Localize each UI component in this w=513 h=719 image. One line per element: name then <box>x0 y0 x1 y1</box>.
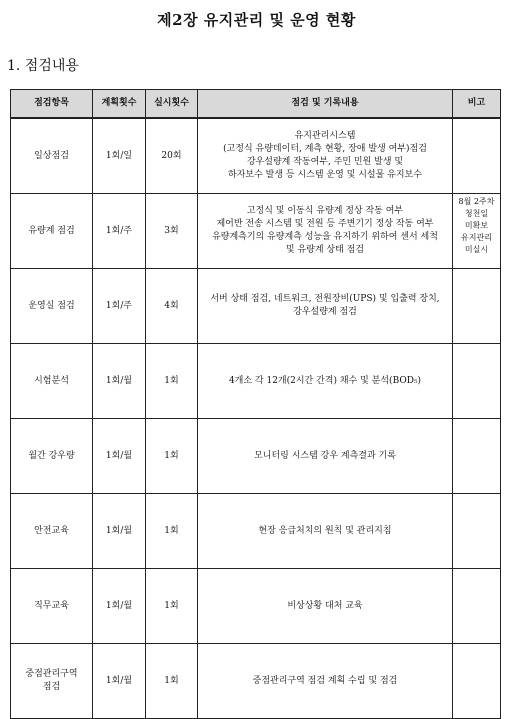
cell-content: 모니터링 시스템 강우 계측결과 기록 <box>198 419 453 494</box>
cell-note <box>453 494 501 569</box>
cell-planned: 1회/월 <box>93 569 146 644</box>
cell-note <box>453 269 501 344</box>
cell-item: 직무교육 <box>11 569 93 644</box>
table-row <box>11 269 501 344</box>
cell-note <box>453 419 501 494</box>
cell-planned: 1회/주 <box>93 194 146 269</box>
cell-planned: 1회/월 <box>93 419 146 494</box>
cell-note: 8월 2주차 청천일 미확보 유지관리 미실시 <box>453 194 501 269</box>
cell-content: 현장 응급처치의 원칙 및 관리지침 <box>198 494 453 569</box>
cell-item: 중점관리구역 점검 <box>11 644 93 719</box>
cell-content: 유지관리시스템 (고정식 유량데이터, 계측 현황, 장애 발생 여부)점검 강우설량계 작동여부, 주민 민원 발생 및 하자보수 발생 등 시스템 운영 및 시설물 유지보수 <box>198 118 453 194</box>
cell-planned: 1회/주 <box>93 269 146 344</box>
cell-done: 1회 <box>146 419 198 494</box>
section-heading: 1. 점검내용 <box>7 58 79 74</box>
header-note: 비고 <box>453 90 501 119</box>
cell-done: 4회 <box>146 269 198 344</box>
inspection-table <box>10 89 501 719</box>
cell-content: 중점관리구역 점검 계획 수립 및 점검 <box>198 644 453 719</box>
page-title: 제2장 유지관리 및 운영 현황 <box>157 11 356 29</box>
cell-item: 월간 강우량 <box>11 419 93 494</box>
cell-item: 시험분석 <box>11 344 93 419</box>
cell-planned: 1회/월 <box>93 644 146 719</box>
header-done: 실시횟수 <box>146 90 198 119</box>
cell-content: 고정식 및 이동식 유량계 정상 작동 여부 제어반 전송 시스템 및 전원 등 주변기기 정상 작동 여부 유량계측기의 유량계측 성능을 유지하기 위하여 센서 세척 및 유량계 상태 점검 <box>198 194 453 269</box>
cell-note <box>453 118 501 194</box>
cell-note <box>453 344 501 419</box>
header-planned: 계획횟수 <box>93 90 146 119</box>
cell-planned: 1회/일 <box>93 118 146 194</box>
cell-item: 일상점검 <box>11 118 93 194</box>
cell-done: 1회 <box>146 494 198 569</box>
header-content: 점검 및 기록내용 <box>198 90 453 119</box>
cell-content: 서버 상태 점검, 네트워크, 전원장비(UPS) 및 입출력 장치, 강우설량계 점검 <box>198 269 453 344</box>
table-row <box>11 118 501 194</box>
cell-done: 20회 <box>146 118 198 194</box>
cell-note <box>453 569 501 644</box>
cell-done: 1회 <box>146 644 198 719</box>
cell-note <box>453 644 501 719</box>
cell-planned: 1회/월 <box>93 494 146 569</box>
cell-item: 유량계 점검 <box>11 194 93 269</box>
table-row <box>11 569 501 644</box>
cell-planned: 1회/월 <box>93 344 146 419</box>
table-row <box>11 194 501 269</box>
cell-item: 안전교육 <box>11 494 93 569</box>
cell-content: 4개소 각 12개(2시간 간격) 채수 및 분석(BOD₅) <box>198 344 453 419</box>
cell-done: 1회 <box>146 569 198 644</box>
cell-item: 운영실 점검 <box>11 269 93 344</box>
header-item: 점검항목 <box>11 90 93 119</box>
cell-done: 3회 <box>146 194 198 269</box>
table-row <box>11 494 501 569</box>
cell-content: 비상상황 대처 교육 <box>198 569 453 644</box>
table-row <box>11 644 501 719</box>
table-row <box>11 344 501 419</box>
table-header-row <box>11 90 501 119</box>
table-row <box>11 419 501 494</box>
cell-done: 1회 <box>146 344 198 419</box>
